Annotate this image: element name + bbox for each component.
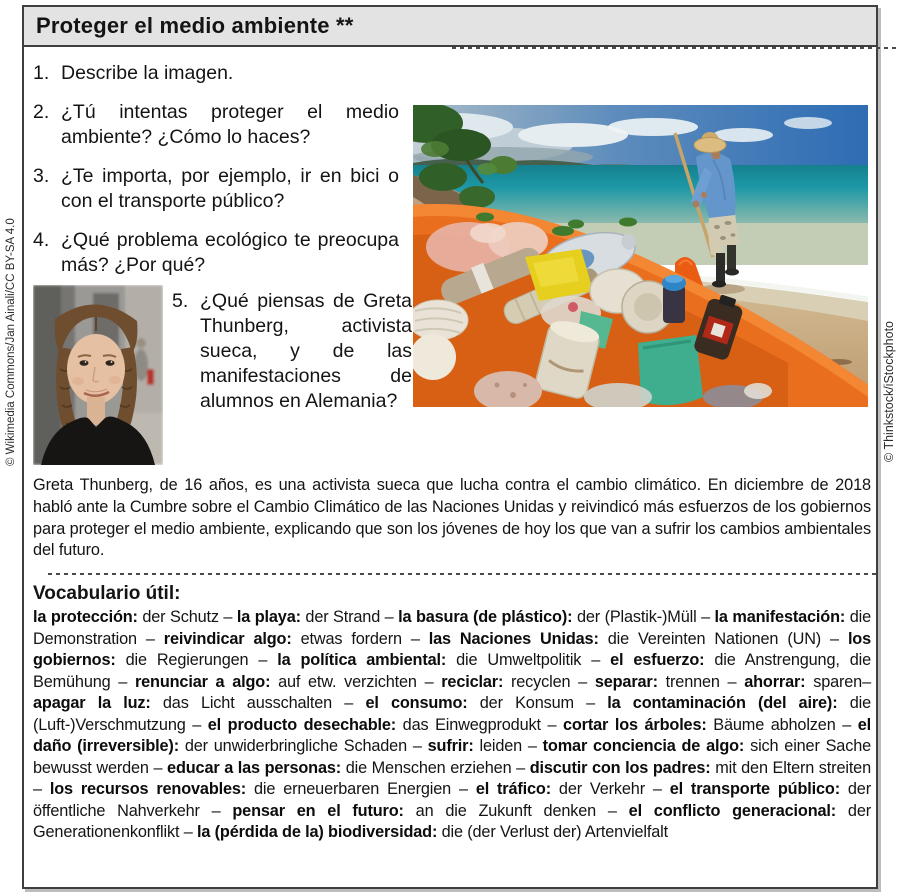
question-item bbox=[33, 100, 399, 150]
vocab-term: el conflicto generacional: bbox=[628, 801, 837, 820]
vocab-term: reivindicar algo: bbox=[163, 629, 292, 648]
vocab-term: el daño (irreversible): bbox=[33, 715, 871, 755]
question-item bbox=[33, 228, 399, 278]
vocabulary-text: la protección: der Schutz – la playa: der Strand – la basura (de plástico): der (Plastik-)Müll – la manifestación: die Demonstration – reivindicar algo: etwas fordern – las Naciones Unidas: die Vereinten Nationen (UN) – los gobiernos: die Regierungen – la política ambiental: die Umweltpolitik – el esfuerzo: die Anstrengung, die Bemühung – renunciar a algo: auf etw. verzichten – reciclar: recyclen – separar: trennen – ahorrar: sparen– apagar la luz: das Licht ausschalten – el consumo: der Konsum – la contaminación (del aire): die (Luft-)Verschmutzung – el producto desechable: das Einwegprodukt – cortar los árboles: Bäume abholzen – el daño (irreversible): der unwiderbringliche Schaden – sufrir: leiden – tomar conciencia de algo: sich einer Sache bewusst werden – educar a las personas: die Menschen erziehen – discutir con los padres: mit den Eltern streiten – los recursos renovables: die erneuerbaren Energien – el tráfico: der Verkehr – el transporte público: der öffentliche Nahverkehr – pensar en el futuro: an die Zukunft denken – el conflicto generacional: der Generationenkonflikt – la (pérdida de la) biodiversidad: die (der Verlust der) Artenvielfalt bbox=[33, 608, 872, 841]
worksheet-header bbox=[24, 7, 876, 47]
greta-photo bbox=[33, 285, 163, 465]
vocab-term: educar a las personas: bbox=[167, 758, 342, 777]
vocab-term: separar: bbox=[594, 672, 658, 691]
vocab-term: renunciar a algo: bbox=[134, 672, 271, 691]
vocab-term: el consumo: bbox=[365, 694, 468, 712]
question-text: ¿Te importa, por ejemplo, ir en bici o con el transporte público? bbox=[61, 165, 399, 212]
vocab-term: el producto desechable: bbox=[207, 715, 397, 734]
question-item-5 bbox=[172, 289, 412, 414]
vocab-term: cortar los árboles: bbox=[562, 715, 707, 734]
vocab-term: los gobiernos: bbox=[33, 629, 872, 669]
vocabulary-heading: Vocabulario útil: bbox=[33, 583, 181, 604]
page-title: Proteger el medio ambiente ** bbox=[36, 13, 354, 38]
intro-paragraph: Greta Thunberg, de 16 años, es una activista sueca que lucha contra el cambio climático. En diciembre de 2018 habló ante la Cumbre sobre el Cambio Climático de las Naciones Unidas y reivindicó más esfuerzos de los gobiernos para proteger el medio ambiente, explicando que son los jóvenes de hoy los que van a sufrir los cambios ambientales del futuro. bbox=[33, 476, 871, 560]
worksheet-card bbox=[22, 5, 878, 889]
vocab-term: reciclar: bbox=[441, 672, 504, 691]
vocab-term: pensar en el futuro: bbox=[232, 801, 404, 820]
vocab-term: discutir con los padres: bbox=[529, 758, 711, 777]
vocab-term: la basura (de plástico): bbox=[398, 608, 573, 626]
question-number: 1. bbox=[33, 62, 50, 84]
vocab-term: tomar conciencia de algo: bbox=[542, 737, 745, 755]
question-text: ¿Tú intentas proteger el medio ambiente? ¿Cómo lo haces? bbox=[61, 101, 399, 148]
vocab-term: el transporte público: bbox=[669, 780, 840, 798]
question-item bbox=[33, 61, 399, 86]
vocab-term: el esfuerzo: bbox=[610, 651, 705, 669]
beach-photo bbox=[413, 105, 868, 407]
vocab-term: la protección: bbox=[33, 608, 138, 626]
dashed-divider bbox=[48, 573, 878, 575]
vocab-term: la (pérdida de la) biodiversidad: bbox=[197, 823, 438, 841]
question-number: 3. bbox=[33, 165, 50, 187]
question-item bbox=[33, 164, 399, 214]
vocab-term: ahorrar: bbox=[744, 672, 806, 691]
question-number: 5. bbox=[172, 290, 189, 312]
photo-credit-left: © Wikimedia Commons/Jan Ainali/CC BY-SA 4.0 bbox=[5, 218, 17, 466]
vocab-term: las Naciones Unidas: bbox=[428, 629, 599, 648]
question-text: ¿Qué problema ecológico te preocupa más? ¿Por qué? bbox=[61, 229, 399, 276]
question-text: ¿Qué piensas de Greta Thunberg, activista sueca, y de las manifestaciones de alumnos en Alemania? bbox=[200, 290, 412, 412]
vocab-term: la política ambiental: bbox=[277, 651, 447, 669]
question-number: 4. bbox=[33, 229, 50, 251]
question-number: 2. bbox=[33, 101, 50, 123]
vocab-term: apagar la luz: bbox=[33, 694, 151, 712]
dashed-writing-line bbox=[452, 47, 897, 49]
vocab-term: la playa: bbox=[236, 608, 301, 626]
vocab-term: el tráfico: bbox=[475, 780, 551, 798]
question-text: Describe la imagen. bbox=[61, 62, 234, 84]
photo-credit-right: © Thinkstock/iStockphoto bbox=[882, 321, 896, 462]
question-list bbox=[33, 61, 399, 292]
vocab-term: la manifestación: bbox=[714, 608, 846, 626]
vocab-term: la contaminación (del aire): bbox=[607, 694, 838, 712]
vocab-term: sufrir: bbox=[427, 737, 474, 755]
vocab-term: los recursos renovables: bbox=[49, 780, 247, 798]
